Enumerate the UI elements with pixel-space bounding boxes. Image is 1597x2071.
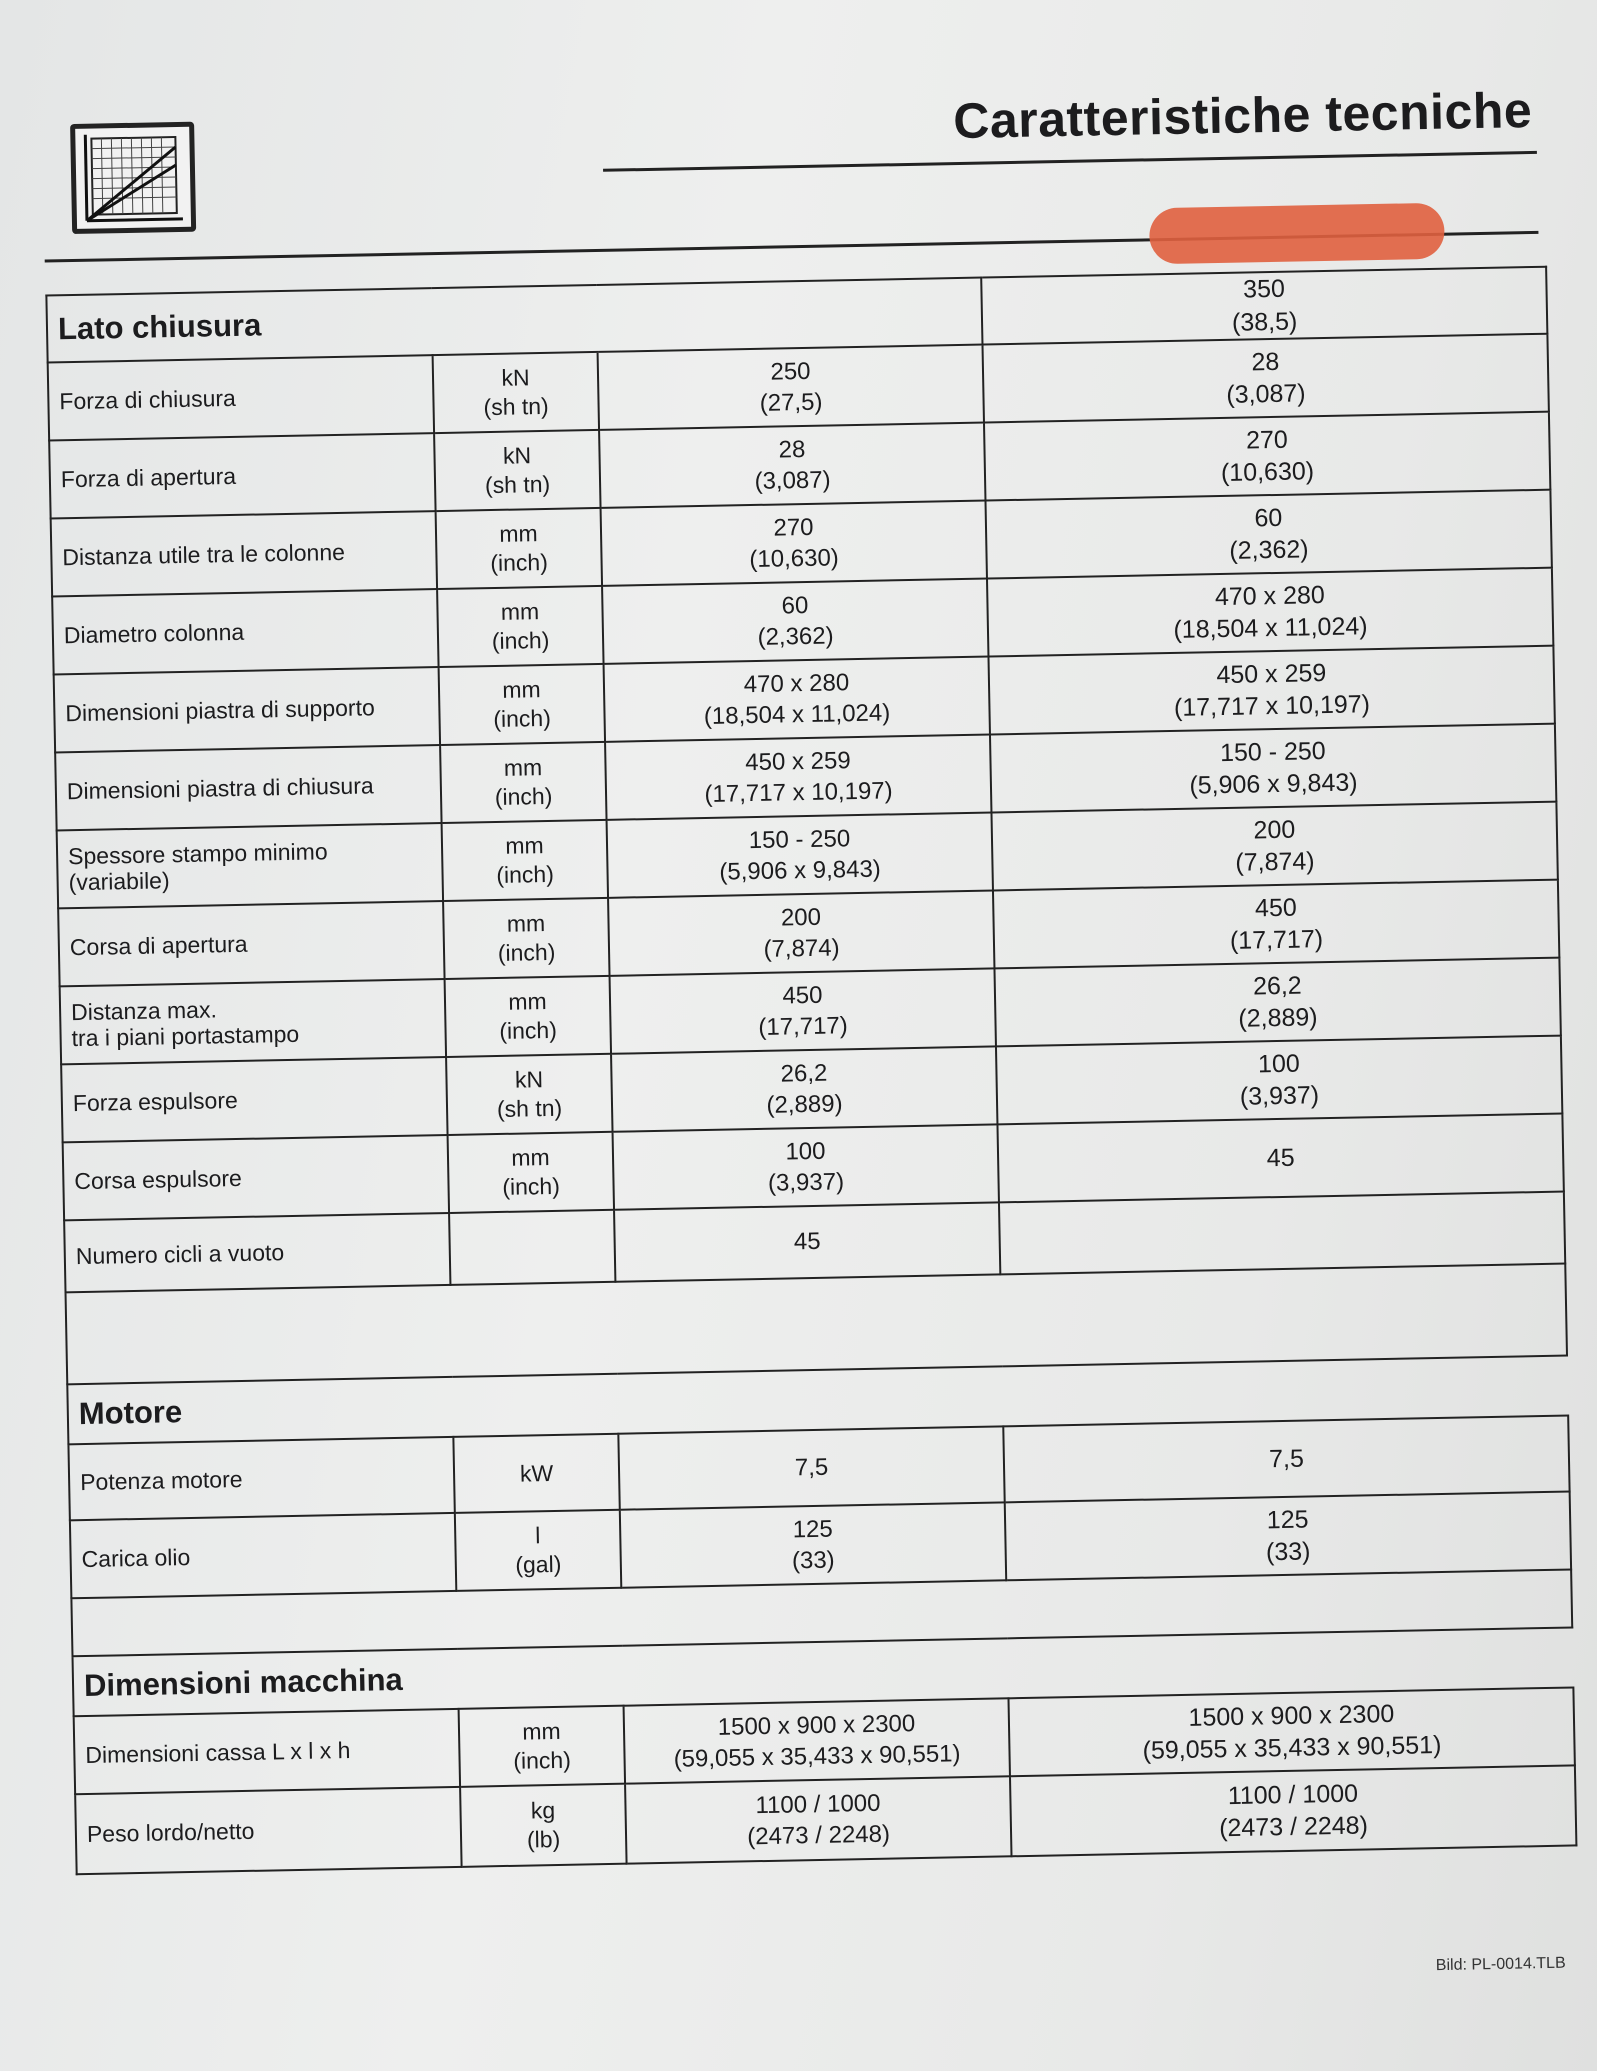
- value-model-a: 26,2 (2,889): [611, 1046, 997, 1131]
- value-model-a: 470 x 280 (18,504 x 11,024): [604, 657, 990, 742]
- value-model-b: 470 x 280 (18,504 x 11,024): [987, 568, 1553, 657]
- row-unit: mm (inch): [442, 820, 608, 901]
- row-unit: l (gal): [455, 1510, 621, 1591]
- section-title: Dimensioni macchina: [73, 1627, 1574, 1716]
- row-unit: kN (sh tn): [446, 1054, 612, 1135]
- figure-caption: Bild: PL-0014.TLB: [1435, 1954, 1566, 1975]
- row-label: Spessore stampo minimo (variabile): [57, 823, 443, 908]
- row-label: Forza di apertura: [49, 433, 435, 518]
- row-label: Distanza max. tra i piani portastampo: [60, 979, 446, 1064]
- value-model-b: 7,5: [1003, 1416, 1569, 1503]
- row-unit: mm (inch): [459, 1706, 625, 1787]
- row-label: Dimensioni cassa L x l x h: [74, 1709, 460, 1794]
- value-model-a: 200 (7,874): [608, 890, 994, 975]
- spec-sheet: [42, 81, 1578, 2019]
- chart-grid-icon: [70, 122, 196, 234]
- value-model-a: 1100 / 1000 (2473 / 2248): [625, 1776, 1011, 1863]
- row-unit: kW: [453, 1434, 619, 1513]
- row-label: Forza espulsore: [61, 1057, 447, 1142]
- spec-table: [45, 266, 1577, 1876]
- value-model-a: 7,5: [618, 1426, 1004, 1509]
- row-unit: mm (inch): [443, 898, 609, 979]
- value-model-b: 200 (7,874): [991, 802, 1557, 891]
- value-model-b: 45: [997, 1114, 1563, 1203]
- value-model-b: 28 (3,087): [983, 334, 1549, 423]
- title-underline: [603, 151, 1537, 172]
- value-model-b: 270 (10,630): [984, 412, 1550, 501]
- value-model-b: 1500 x 900 x 2300 (59,055 x 35,433 x 90,551): [1008, 1687, 1574, 1776]
- section-title: Motore: [67, 1356, 1568, 1445]
- value-model-a: 28 (3,087): [599, 423, 985, 508]
- row-label: Forza di chiusura: [48, 355, 434, 440]
- section-title: Lato chiusura: [46, 285, 597, 363]
- value-model-a: 125 (33): [620, 1502, 1006, 1587]
- row-label: Corsa di apertura: [58, 901, 444, 986]
- value-model-a: 450 (17,717): [610, 968, 996, 1053]
- row-unit: kg (lb): [460, 1784, 627, 1867]
- value-model-a: 45: [614, 1202, 1000, 1281]
- row-unit: [449, 1210, 615, 1285]
- row-unit: kN (sh tn): [433, 352, 599, 433]
- row-label: Peso lordo/netto: [75, 1787, 461, 1874]
- value-model-b: 60 (2,362): [985, 490, 1551, 579]
- value-model-a: 150 - 250 (5,906 x 9,843): [607, 812, 993, 897]
- value-model-b: 450 (17,717): [993, 880, 1559, 969]
- value-model-b: 100 (3,937): [996, 1036, 1562, 1125]
- row-unit: mm (inch): [445, 976, 611, 1057]
- row-label: Diametro colonna: [52, 589, 438, 674]
- row-label: Corsa espulsore: [63, 1135, 449, 1220]
- row-unit: mm (inch): [436, 508, 602, 589]
- row-label: Dimensioni piastra di supporto: [54, 667, 440, 752]
- row-unit: kN (sh tn): [434, 430, 600, 511]
- row-label: Distanza utile tra le colonne: [51, 511, 437, 596]
- value-model-b: 150 - 250 (5,906 x 9,843): [990, 724, 1556, 813]
- value-model-a: 100 (3,937): [613, 1124, 999, 1209]
- value-model-a: 450 x 259 (17,717 x 10,197): [605, 734, 991, 819]
- value-model-b: [999, 1192, 1565, 1275]
- value-model-b: 1100 / 1000 (2473 / 2248): [1010, 1765, 1576, 1856]
- row-label: Dimensioni piastra di chiusura: [55, 745, 441, 830]
- value-model-a: 1500 x 900 x 2300 (59,055 x 35,433 x 90,551): [624, 1698, 1010, 1783]
- row-label: Potenza motore: [68, 1437, 454, 1520]
- row-label: Numero cicli a vuoto: [64, 1213, 450, 1292]
- value-model-b: 125 (33): [1005, 1491, 1571, 1580]
- page-title: Caratteristiche tecniche: [952, 81, 1533, 150]
- redaction-mark: [1149, 203, 1445, 265]
- value-model-a: 60 (2,362): [602, 579, 988, 664]
- value-model-b: 450 x 259 (17,717 x 10,197): [988, 646, 1554, 735]
- row-unit: mm (inch): [437, 586, 603, 667]
- row-label: Carica olio: [70, 1513, 456, 1598]
- row-unit: mm (inch): [439, 664, 605, 745]
- value-model-a: 250 (27,5): [598, 345, 984, 430]
- model-b-header: 350 (38,5): [981, 267, 1547, 345]
- value-model-a: 270 (10,630): [601, 501, 987, 586]
- row-unit: mm (inch): [440, 742, 606, 823]
- row-unit: mm (inch): [448, 1132, 614, 1213]
- value-model-b: 26,2 (2,889): [994, 958, 1560, 1047]
